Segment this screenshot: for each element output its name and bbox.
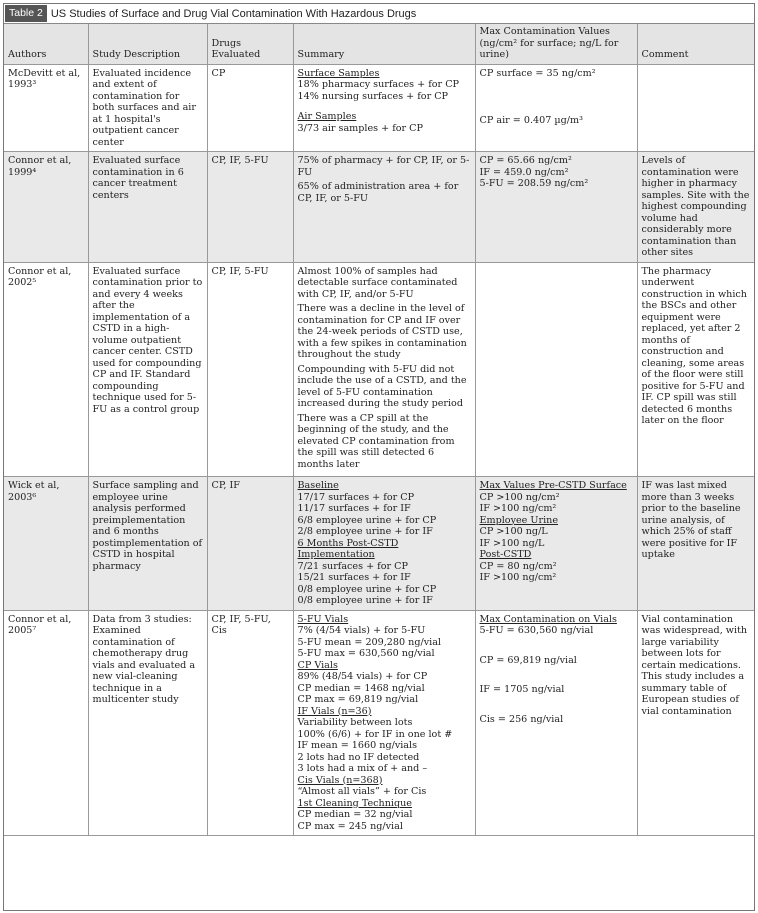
table-row <box>4 152 755 263</box>
summary-line: 18% pharmacy surfaces + for CP <box>297 79 459 90</box>
cell-summary <box>293 152 475 263</box>
cell-description: Evaluated surface contamination prior to and every 4 weeks after the implementation of a CSTD in a high-volume outpatient cancer center. CSTD used for compounding CP and IF. Standard compounding technique used for 5-FU as a control group <box>88 262 207 477</box>
cell-summary <box>293 477 475 611</box>
max-value: CP surface = 35 ng/cm² <box>479 67 596 79</box>
max-value: CP = 65.66 ng/cm² <box>479 155 572 166</box>
summary-line: 2 lots had no IF detected <box>297 751 420 763</box>
cell-summary <box>293 610 475 836</box>
cell-comment <box>637 64 755 152</box>
table-title: US Studies of Surface and Drug Vial Contamination With Hazardous Drugs <box>50 7 417 20</box>
cell-description: Surface sampling and employee urine analysis performed preimplementation and 6 months postimplementation of CSTD in hospital pharmacy <box>88 477 207 611</box>
summary-line: 2/8 employee urine + for IF <box>297 526 433 537</box>
header-comment: Comment <box>637 24 755 64</box>
summary-heading: 6 Months Post-CSTD Implementation <box>297 537 399 560</box>
max-value: IF = 459.0 ng/cm² <box>479 166 569 178</box>
max-value: IF >100 ng/cm² <box>479 572 557 583</box>
max-value: 5-FU = 630,560 ng/vial <box>479 625 594 636</box>
summary-heading: IF Vials (n=36) <box>297 705 372 717</box>
summary-paragraph: Compounding with 5-FU did not include the use of a CSTD, and the level of 5-FU contamination increased during the study period <box>297 363 467 409</box>
max-value: CP = 80 ng/cm² <box>479 560 557 572</box>
max-value: CP air = 0.407 µg/m³ <box>479 115 583 126</box>
summary-heading: Cis Vials (n=368) <box>297 774 383 786</box>
summary-line: 6/8 employee urine + for CP <box>297 514 437 526</box>
summary-heading: Baseline <box>297 480 339 491</box>
max-value: IF = 1705 ng/vial <box>479 684 565 695</box>
summary-paragraph: 65% of administration area + for CP, IF, or 5-FU <box>297 181 459 204</box>
summary-line: 5-FU max = 630,560 ng/vial <box>297 648 435 659</box>
summary-heading: 5-FU Vials <box>297 613 349 625</box>
header-summary: Summary <box>293 24 475 64</box>
cell-max <box>475 64 637 152</box>
summary-line: 89% (48/54 vials) + for CP <box>297 671 428 682</box>
summary-line: CP median = 32 ng/vial <box>297 809 413 820</box>
summary-line: 3 lots had a mix of + and – <box>297 763 428 774</box>
summary-heading: CP Vials <box>297 659 338 671</box>
summary-line: “Almost all vials” + for Cis <box>297 786 427 797</box>
table-number: Table 2 <box>5 5 47 22</box>
cell-description: Data from 3 studies: Examined contamination of chemotherapy drug vials and evaluated a new vial-cleaning technique in a multicenter study <box>88 610 207 836</box>
cell-comment: The pharmacy underwent construction in which the BSCs and other equipment were replaced, yet after 2 months of construction and cleaning, some areas of the floor were still positive for 5-FU and IF. CP spill was still detected 6 months later on the floor <box>637 262 755 477</box>
summary-line: 7/21 surfaces + for CP <box>297 560 408 572</box>
summary-heading: Air Samples <box>297 111 357 122</box>
max-heading: Max Values Pre-CSTD Surface <box>479 480 627 491</box>
summary-line: 14% nursing surfaces + for CP <box>297 90 449 102</box>
max-heading: Employee Urine <box>479 514 559 526</box>
cell-authors: McDevitt et al, 1993³ <box>4 64 88 152</box>
summary-line: CP median = 1468 ng/vial <box>297 682 425 694</box>
cell-description: Evaluated incidence and extent of contamination for both surfaces and air at 1 hospital's outpatient cancer center <box>88 64 207 152</box>
cell-authors: Connor et al, 2002⁵ <box>4 262 88 477</box>
cell-summary <box>293 262 475 477</box>
summary-heading: 1st Cleaning Technique <box>297 797 412 809</box>
table-row <box>4 477 755 611</box>
summary-paragraph: There was a CP spill at the beginning of the study, and the elevated CP contamination from the spill was still detected 6 months later <box>297 412 455 470</box>
summary-line: 5-FU mean = 209,280 ng/vial <box>297 636 441 648</box>
max-heading: Max Contamination on Vials <box>479 613 617 625</box>
cell-authors: Wick et al, 2003⁶ <box>4 477 88 611</box>
cell-max <box>475 610 637 836</box>
cell-summary <box>293 64 475 152</box>
cell-comment: IF was last mixed more than 3 weeks prior to the baseline urine analysis, of which 25% of staff were positive for IF uptake <box>637 477 755 611</box>
max-value: 5-FU = 208.59 ng/cm² <box>479 178 589 189</box>
cell-comment: Levels of contamination were higher in pharmacy samples. Site with the highest compounding volume had considerably more contamination than other sites <box>637 152 755 263</box>
table-row <box>4 64 755 152</box>
summary-paragraph: 75% of pharmacy + for CP, IF, or 5-FU <box>297 155 470 178</box>
header-row <box>4 24 755 64</box>
header-description: Study Description <box>88 24 207 64</box>
summary-line: 0/8 employee urine + for CP <box>297 583 437 595</box>
max-value: CP = 69,819 ng/vial <box>479 654 577 666</box>
table-row <box>4 262 755 477</box>
table-container <box>3 3 755 911</box>
cell-drugs: CP, IF, 5-FU, Cis <box>207 610 293 836</box>
cell-authors: Connor et al, 2005⁷ <box>4 610 88 836</box>
cell-comment: Vial contamination was widespread, with large variability between lots for certain medications. This study includes a summary table of European studies of vial contamination <box>637 610 755 836</box>
summary-line: CP max = 69,819 ng/vial <box>297 694 419 705</box>
summary-line: CP max = 245 ng/vial <box>297 820 403 832</box>
max-value: IF >100 ng/cm² <box>479 503 557 514</box>
cell-drugs: CP, IF <box>207 477 293 611</box>
cell-description: Evaluated surface contamination in 6 cancer treatment centers <box>88 152 207 263</box>
cell-drugs: CP <box>207 64 293 152</box>
summary-line: Variability between lots <box>297 717 413 728</box>
summary-line: 7% (4/54 vials) + for 5-FU <box>297 625 426 636</box>
summary-line: 3/73 air samples + for CP <box>297 122 423 134</box>
cell-drugs: CP, IF, 5-FU <box>207 262 293 477</box>
header-drugs: Drugs Evaluated <box>207 24 293 64</box>
summary-line: 15/21 surfaces + for IF <box>297 572 411 583</box>
max-value: CP >100 ng/cm² <box>479 491 560 503</box>
max-heading: Post-CSTD <box>479 549 532 560</box>
cell-max <box>475 152 637 263</box>
summary-line: 11/17 surfaces + for IF <box>297 503 411 514</box>
header-max: Max Contamination Values (ng/cm² for surface; ng/L for urine) <box>475 24 637 64</box>
studies-table <box>4 24 755 836</box>
cell-authors: Connor et al, 1999⁴ <box>4 152 88 263</box>
summary-paragraph: There was a decline in the level of contamination for CP and IF over the 24-week periods of CSTD use, with a few spikes in contamination throughout the study <box>297 303 467 360</box>
cell-drugs: CP, IF, 5-FU <box>207 152 293 263</box>
table-row <box>4 610 755 836</box>
max-value: CP >100 ng/L <box>479 526 548 537</box>
max-value: Cis = 256 ng/vial <box>479 713 564 725</box>
summary-line: IF mean = 1660 ng/vials <box>297 740 418 751</box>
summary-heading: Surface Samples <box>297 67 380 79</box>
max-value: IF >100 ng/L <box>479 537 545 549</box>
table-title-bar <box>4 4 754 24</box>
summary-paragraph: Almost 100% of samples had detectable surface contaminated with CP, IF, and/or 5-FU <box>297 265 458 300</box>
cell-max <box>475 262 637 477</box>
summary-line: 17/17 surfaces + for CP <box>297 491 415 503</box>
summary-line: 0/8 employee urine + for IF <box>297 595 433 606</box>
summary-line: 100% (6/6) + for IF in one lot # <box>297 728 453 740</box>
cell-max <box>475 477 637 611</box>
header-authors: Authors <box>4 24 88 64</box>
